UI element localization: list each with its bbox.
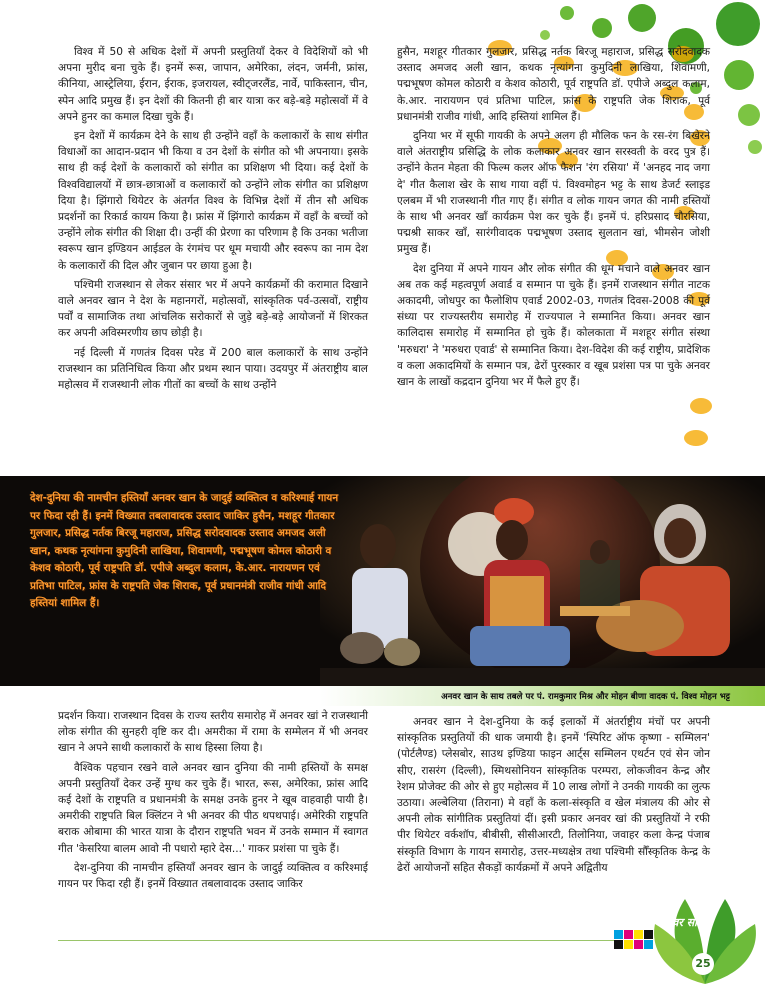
registration-mark <box>614 930 623 939</box>
decorative-dot <box>724 60 754 90</box>
pull-quote: देश-दुनिया की नामचीन हस्तियाँ अनवर खान के जादुई व्यक्तित्व व करिश्माई गायन पर फिदा रही हैं। इनमें विख्यात तबलावादक उस्ताद जाकिर हुसैन, मशहूर गीतकार गुलजार, प्रसिद्ध नर्तक बिरजू महाराज, प्रसिद्ध सरोदवादक उस्ताद अमजद अली खान, कथक नृत्यांगना कुमुदिनी लाखिया, शिवामणी, पद्मभूषण कोमल कोठारी व केशव कोठारी, पूर्व राष्ट्रपति डॉ. एपीजे अब्दुल कलाम, के.आर. नारायणन एवं प्रतिभा पाटिल, फ्रांस के राष्ट्रपति जेक शिराक, पूर्व प्रधानमंत्री राजीव गांधी आदि हस्तियां शामिल हैं। <box>30 492 339 609</box>
paragraph: पश्चिमी राजस्थान से लेकर संसार भर में अपने कार्यक्रमों की करामात दिखाने वाले अनवर खान ने देश के महानगरों, महोत्सवों, सांस्कृतिक पर्व-उत्सवों, राष्ट्रीय पर्वों व सामाजिक तथा आंचलिक सरोकारों से जुड़े बड़े-बड़े आयोजनों में शिरकत कर अपनी अविस्मरणीय छाप छोड़ी है। <box>58 278 368 340</box>
paragraph: दुनिया भर में सूफी गायकी के अपने अलग ही मौलिक फन के रस-रंग बिखेरने वाले अंतराष्ट्रीय प्रसिद्धि के लोक कलाकार अनवर खान सरस्वती के वरद पुत्र हैं। उन्होंने केतन मेहता की फिल्म कलर ऑफ फैशन 'रंग रसिया' में 'अनहद नाद जगा दे' गीत कैलाश खेर के साथ गाया वहीं पं. विश्वमोहन भट्ट के साथ डेजर्ट स्लाइड एलबम में भी राजस्थानी गीत गाए हैं। संगीत व लोक गायन जगत की नामी हस्तियों के साथ भी अनवर खाँ कार्यक्रम पेश कर चुके हैं। इनमें पं. हरिप्रसाद चौरसिया, पद्मश्री साकर खाँ, सारंगीवादक पद्मभूषण उस्ताद सुलतान खां, भीमसेन जोशी प्रमुख हैं। <box>397 130 710 256</box>
text-highlight <box>684 430 708 446</box>
paragraph: देश-दुनिया की नामचीन हस्तियाँ अनवर खान के जादुई व्यक्तित्व व करिश्माई गायन पर फिदा रही हैं। इनमें विख्यात तबलावादक उस्ताद जाकिर <box>58 861 368 891</box>
decorative-dot <box>540 30 550 40</box>
paragraph: अनवर खान ने देश-दुनिया के कई इलाकों में अंतर्राष्ट्रीय मंचों पर अपनी सांस्कृतिक प्रस्तुतियों की धाक जमायी है। इनमें 'स्पिरिट ऑफ कृष्णा - सम्मिलन' (पोर्टलैण्ड) प्लेसबोर, साउथ इण्डिया फाइन आर्ट्स सम्मिलन एथर्टन एवं सेन जोन सीए, रासरंग (दिल्ली), स्मिथसोनियन सांस्कृतिक परम्परा, लोकजीवन केन्द्र और रेशम प्रोजेक्ट की ओर से हुए महोत्सव में 10 लाख लोगों ने उनकी गायकी का लुत्फ उठाया। अल्बेलिया (तिराना) मे वहाँ के कला-संस्कृति व खेल मंत्रालय की ओर से अपनी लोक सांगीतिक प्रस्तुतियां दीं। इसी प्रकार अनवर खां की प्रस्तुतियों ने रफी पीर थियेटर वर्कशॉप, बीबीसी, सीसीआरटी, तिलोनिया, जवाहर कला केन्द्र पंजाब संस्कृति विभाग के गायन समारोह, उत्तर-मध्यक्षेत्र तथा पश्चिमी सौँस्कृतिक केन्द्र के ढेरों आयोजनों सहित सैकड़ों कार्यक्रमों में अपने अद्वितीय <box>397 716 710 874</box>
article-column-top-right <box>397 44 710 393</box>
decorative-dot <box>716 2 760 46</box>
article-column-bottom-left <box>58 708 368 895</box>
decorative-dot <box>560 6 574 20</box>
paragraph: प्रदर्शन किया। राजस्थान दिवस के राज्य स्तरीय समारोह में अनवर खां ने राजस्थानी लोक संगीत की सुनहरी वृष्टि कर दी। अमरीका में रामा के सम्मेलन में भी अनवर खान ने अपने साथी कलाकारों के साथ हिस्सा लिया है। <box>58 710 368 755</box>
performance-photo <box>0 476 765 686</box>
registration-mark <box>634 930 643 939</box>
paragraph: नई दिल्ली में गणतंत्र दिवस परेड में 200 बाल कलाकारों के साथ उन्होंने राजस्थान का प्रतिनिधित्व किया और प्रथम स्थान पाया। उदयपुर में अंतराष्ट्रीय बाल महोत्सव में राजस्थानी लोक गीतों का बच्चों के साथ उन्होंने <box>58 346 368 392</box>
paragraph: विश्व में 50 से अधिक देशों में अपनी प्रस्तुतियाँ देकर वे विदेशियों को भी अपना मुरीद बना चुके हैं। इनमें रूस, जापान, अमेरिका, लंदन, जर्मनी, फ्रांस, कीनिया, आस्ट्रेलिया, ईरान, ईराक, इजरायल, स्वीट्जरलैंड, नार्वे, पाकिस्तान, चीन, स्पेन आदि प्रमुख हैं। इन देशों की कितनी ही बार यात्रा कर बड़े-बड़े महोत्सवों में वे अपने हुनर का कमाल दिखा चुके हैं। <box>58 46 368 123</box>
footer-rule <box>58 940 618 941</box>
decorative-dot <box>748 140 762 154</box>
article-column-bottom-right <box>397 714 710 879</box>
paragraph: देश दुनिया में अपने गायन और लोक संगीत की धूम मचाने वाले अनवर खान अब तक कई महत्वपूर्ण अवार्ड व सम्मान पा चुके हैं। इनमें राजस्थान संगीत नाटक अकादमी, जोधपुर का फैलोशिप एवार्ड 2002-03, गणतंत्र दिवस-2008 की पूर्व संध्या पर राज्यस्तरीय समारोह में राज्यपाल ने सम्मानित किया। अनवर खान कालिदास समारोह में सम्मानित हो चुके हैं। कोलकाता में मशहूर संगीत संस्था 'मरुधरा' ने 'मरुधरा एवार्ड' से सम्मानित किया। देश-विदेश की कई राष्ट्रीय, प्रादेशिक व कला अकादमियों के सम्मान पत्र, ढेरों पुरस्कार व खूब प्रशंसा पत्र पा चुके अनवर खान के लाखों कद्रदान दुनिया भर में फैले हुए हैं। <box>397 262 710 389</box>
paragraph: इन देशों में कार्यक्रम देने के साथ ही उन्होंने वहाँ के कलाकारों के साथ संगीत विधाओं का आदान-प्रदान भी किया व उन देशों के संगीत को भी अपनाया। इसके साथ ही कई देशों के कलाकारों को संगीत का प्रशिक्षण भी दिया। कई देशों के विश्वविद्यालयों में छात्र-छात्राओं व कलाकारों को उन्होंने लोक संगीत का प्रशिक्षण दिया है। झिंगारो थियेटर के अंतर्गत विश्व के विभिन्न देशों में तीन सौ अधिक प्रदर्शनों का रिकार्ड कायम किया है। फ्रांस में झिंगारो कार्यक्रम में वहाँ के बच्चों को उन्होंने लोक संगीत की शिक्षा दी। उन्हीं की प्रेरणा का परिणाम है कि उनका भतीजा स्वरूप खान इण्डियन आईडल के रंगमंच पर धूम मचायी और स्वरूप का नाम देश के कलाकारों की दिल और जुबान पर छाया हुआ है। <box>58 130 368 272</box>
decorative-dot <box>592 18 612 38</box>
magazine-logo: स्वर सरिता <box>668 916 711 929</box>
paragraph: हुसैन, मशहूर गीतकार गुलजार, प्रसिद्ध नर्तक बिरजू महाराज, प्रसिद्ध सरोदवादक उस्ताद अमजद अली खान, कथक नृत्यांगना कुमुदिनी लाखिया, शिवामणी, पद्मभूषण कोमल कोठारी व केशव कोठारी, पूर्व राष्ट्रपति डॉ. एपीजे अब्दुल कलाम, के.आर. नारायणन एवं प्रतिभा पाटिल, फ्रांस के राष्ट्रपति जेक शिराक, पूर्व प्रधानमंत्री राजीव गांधी, आदि हस्तियां शामिल हैं। <box>397 46 710 123</box>
registration-mark <box>634 940 643 949</box>
decorative-dot <box>738 104 760 126</box>
text-highlight <box>690 398 712 414</box>
page-number: 25 <box>692 953 714 975</box>
registration-mark <box>614 940 623 949</box>
paragraph: वैश्विक पहचान रखने वाले अनवर खान दुनिया की नामी हस्तियों के समक्ष अपनी प्रस्तुतियाँ देकर उन्हें मुग्ध कर चुके हैं। भारत, रूस, अमेरिका, फ्रांस आदि कई देशों के राष्ट्रपति व प्रधानमंत्री के समक्ष उनके हुनर ने खूब वाहवाही पायी है। अमरीकी राष्ट्रपति बिल क्लिंटन ने भी अनवर की पीठ थपथपाई। अमेरिकी राष्ट्रपति बराक ओबामा की भारत यात्रा के दौरान राष्ट्रपति भवन में उनके सम्मान में स्वागत गीत 'केसरिया बालम आवो नी पधारो म्हारे देस...' गाकर प्रशंसा पा चुके हैं। <box>58 761 368 855</box>
registration-mark <box>624 940 633 949</box>
decorative-dot <box>628 4 656 32</box>
photo-caption: अनवर खान के साथ तबले पर पं. रामकुमार मिश्र और मोहन बीणा वादक पं. विश्व मोहन भट्ट <box>441 692 730 702</box>
article-column-top-left <box>58 44 368 396</box>
registration-mark <box>624 930 633 939</box>
